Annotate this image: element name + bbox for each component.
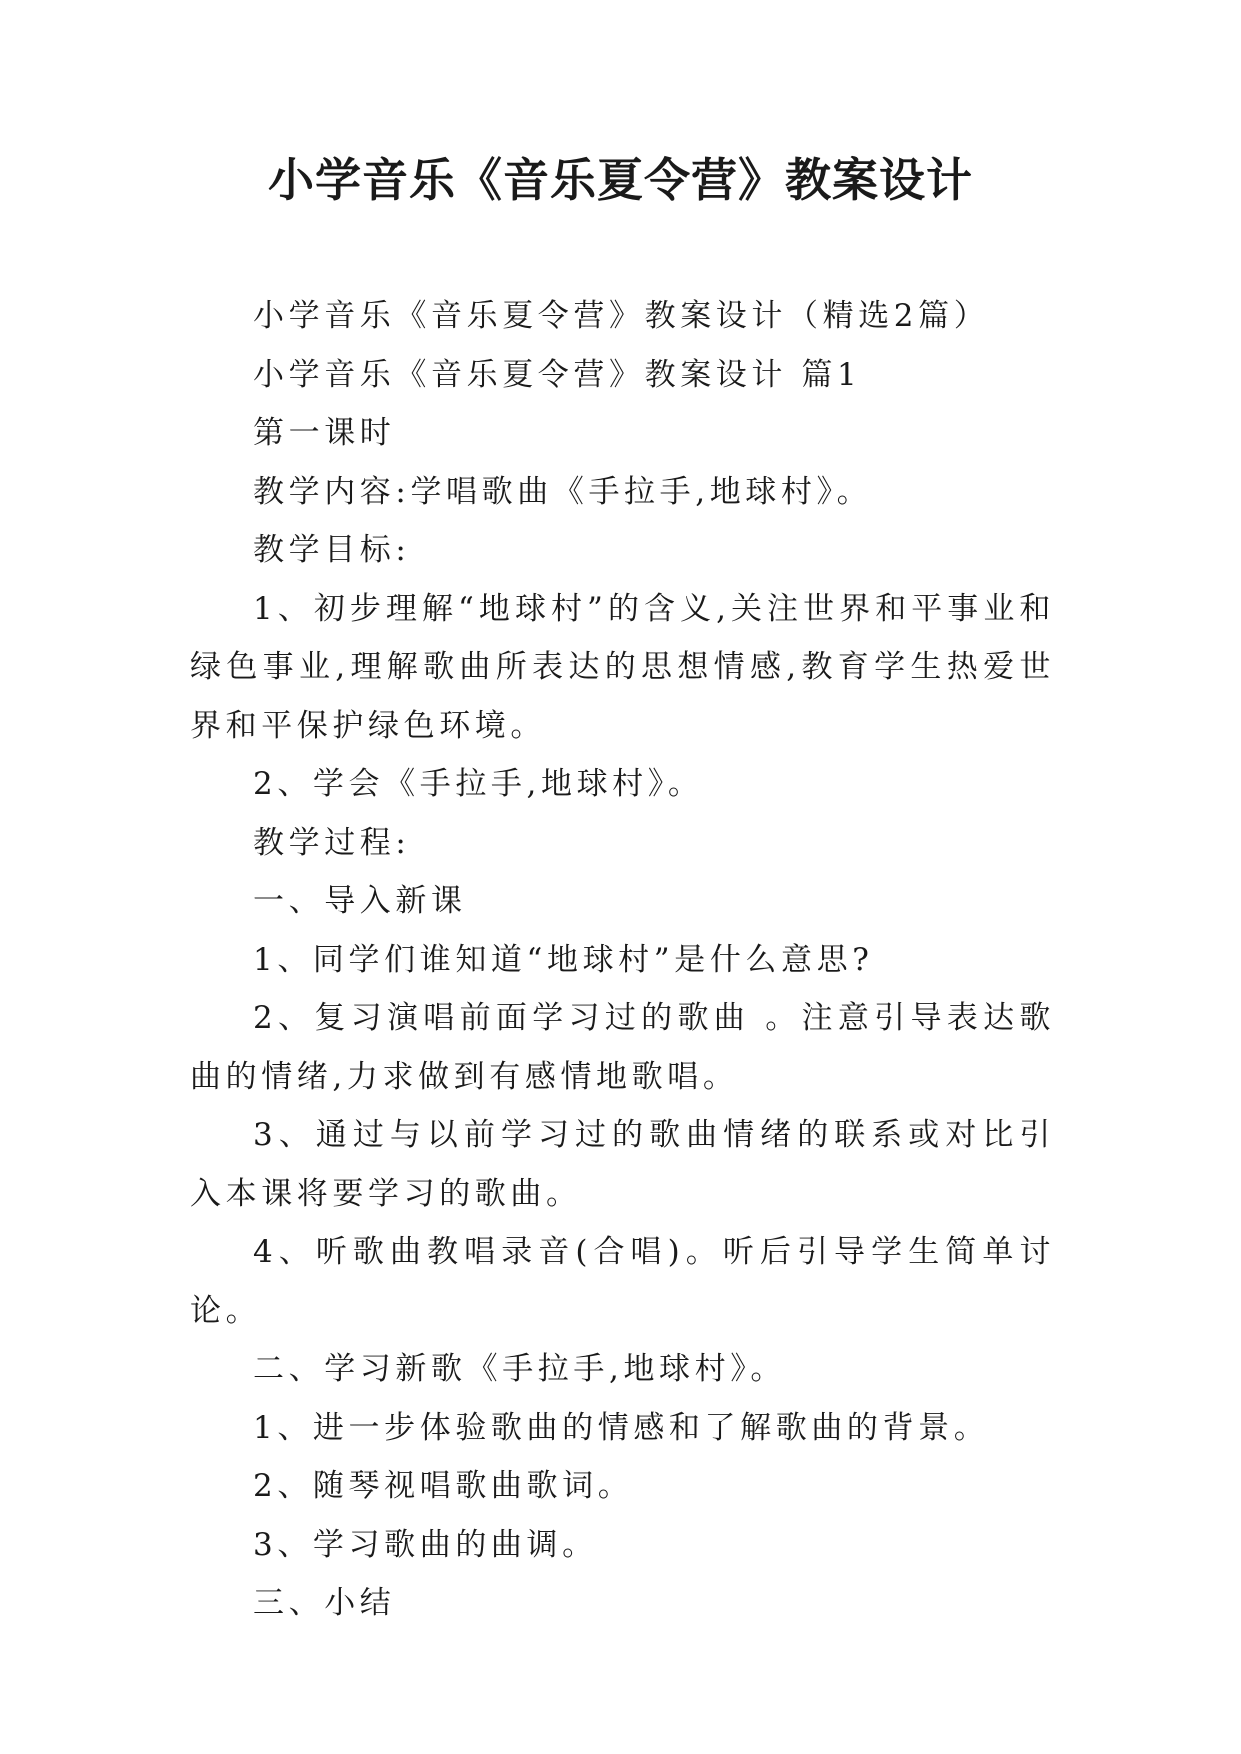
- paragraph-step-one-item-1: 1、同学们谁知道“地球村”是什么意思?: [253, 941, 874, 978]
- paragraph-subtitle: 小学音乐《音乐夏令营》教案设计（精选2篇）: [253, 298, 990, 334]
- paragraph-step-one-heading: 一、导入新课: [253, 883, 467, 919]
- paragraph-step-three-heading: 三、小结: [253, 1585, 396, 1621]
- paragraph-goal-1: 1、初步理解“地球村”的含义,关注世界和平事业和绿色事业,理解歌曲所表达的思想情感,教育学生热爱世界和平保护绿色环境。: [190, 590, 1055, 744]
- document-body: [190, 287, 1055, 1633]
- document-title: 小学音乐《音乐夏令营》教案设计: [268, 153, 973, 207]
- paragraph-step-two-heading: 二、学习新歌《手拉手,地球村》。: [253, 1351, 786, 1387]
- paragraph-lesson-period: 第一课时: [253, 415, 396, 451]
- paragraph-teaching-goals-label: 教学目标:: [253, 532, 411, 568]
- paragraph-step-two-item-2: 2、随琴视唱歌曲歌词。: [253, 1468, 634, 1504]
- paragraph-teaching-content: 教学内容:学唱歌曲《手拉手,地球村》。: [253, 473, 873, 510]
- paragraph-step-one-item-4: 4、听歌曲教唱录音(合唱)。听后引导学生简单讨论。: [190, 1234, 1055, 1329]
- paragraph-step-two-item-3: 3、学习歌曲的曲调。: [253, 1526, 598, 1563]
- paragraph-step-one-item-2: 2、复习演唱前面学习过的歌曲 。注意引导表达歌曲的情绪,力求做到有感情地歌唱。: [190, 1000, 1055, 1095]
- paragraph-step-two-item-1: 1、进一步体验歌曲的情感和了解歌曲的背景。: [253, 1409, 990, 1446]
- paragraph-step-one-item-3: 3、通过与以前学习过的歌曲情绪的联系或对比引入本课将要学习的歌曲。: [190, 1117, 1055, 1212]
- paragraph-teaching-process-label: 教学过程:: [253, 824, 411, 861]
- paragraph-goal-2: 2、学会《手拉手,地球村》。: [253, 766, 704, 802]
- paragraph-section-heading: 小学音乐《音乐夏令营》教案设计 篇1: [253, 356, 862, 393]
